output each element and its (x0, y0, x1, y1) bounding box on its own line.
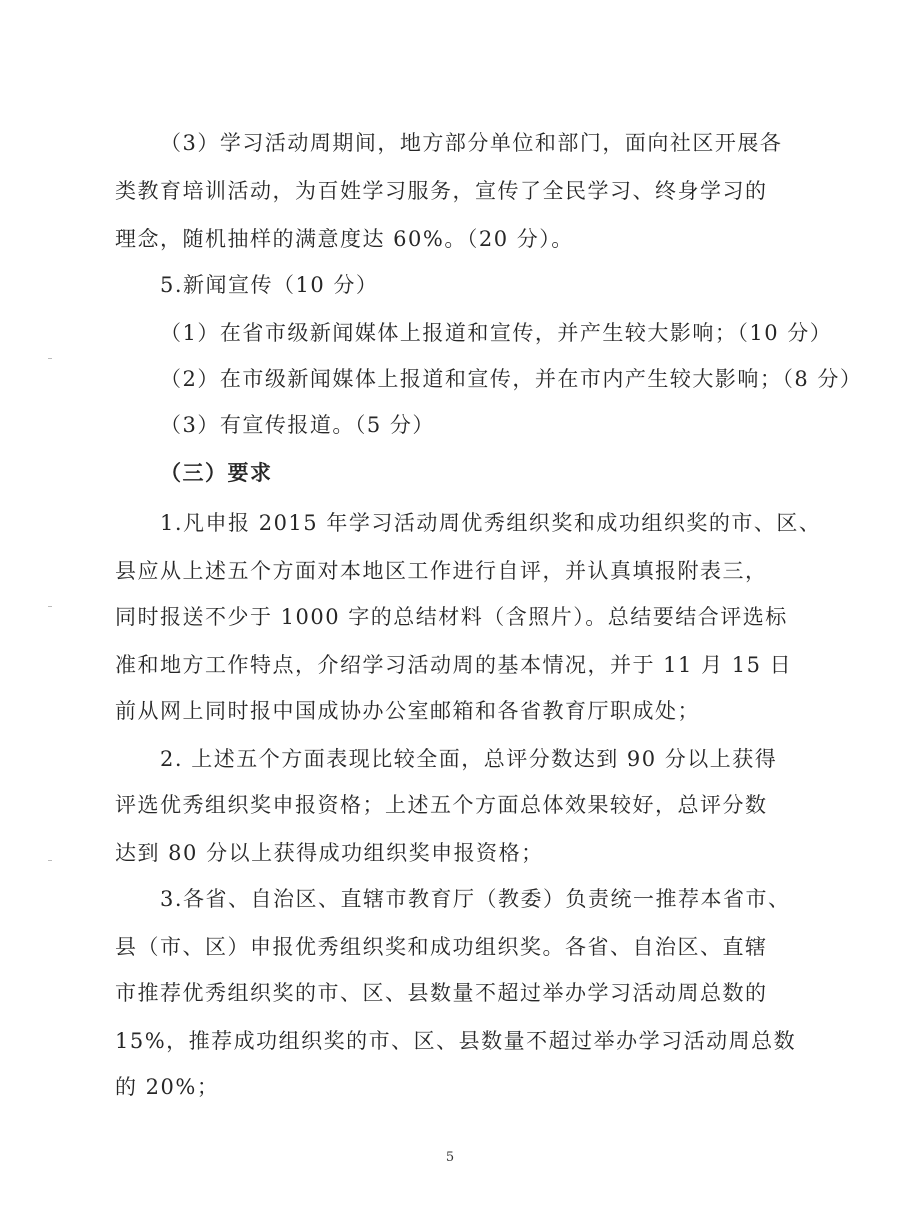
paragraph-line: 3.各省、自治区、直辖市教育厅（教委）负责统一推荐本省市、 (160, 887, 791, 911)
paragraph-line: 1.凡申报 2015 年学习活动周优秀组织奖和成功组织奖的市、区、 (160, 511, 822, 535)
subsection-heading: （三）要求 (160, 460, 273, 485)
list-item: （1）在省市级新闻媒体上报道和宣传，并产生较大影响；（10 分） (160, 321, 833, 345)
paragraph-line: 市推荐优秀组织奖的市、区、县数量不超过举办学习活动周总数的 (115, 981, 768, 1005)
paragraph-line: （3）学习活动周期间，地方部分单位和部门，面向社区开展各 (160, 131, 783, 155)
paragraph-line: 县应从上述五个方面对本地区工作进行自评，并认真填报附表三， (115, 559, 768, 583)
scan-mark (48, 358, 52, 359)
list-item: （3）有宣传报道。（5 分） (160, 413, 435, 437)
paragraph-line: 准和地方工作特点，介绍学习活动周的基本情况，并于 11 月 15 日 (115, 653, 793, 677)
paragraph-line: 县（市、区）申报优秀组织奖和成功组织奖。各省、自治区、直辖 (115, 935, 768, 959)
section-heading: 5.新闻宣传（10 分） (160, 273, 379, 297)
scan-mark (48, 860, 52, 861)
list-item: （2）在市级新闻媒体上报道和宣传，并在市内产生较大影响；（8 分） (160, 367, 863, 391)
paragraph-line: 评选优秀组织奖申报资格；上述五个方面总体效果较好，总评分数 (115, 793, 768, 817)
paragraph-line: 类教育培训活动，为百姓学习服务，宣传了全民学习、终身学习的 (115, 179, 768, 203)
paragraph-line: 同时报送不少于 1000 字的总结材料（含照片）。总结要结合评选标 (115, 605, 788, 629)
paragraph-line: 前从网上同时报中国成协办公室邮箱和各省教育厅职成处； (115, 699, 700, 723)
page-number: 5 (445, 1150, 455, 1165)
paragraph-line: 达到 80 分以上获得成功组织奖申报资格； (115, 841, 544, 865)
scan-mark (48, 606, 52, 607)
paragraph-line: 理念，随机抽样的满意度达 60%。（20 分）。 (115, 227, 574, 251)
paragraph-line: 2. 上述五个方面表现比较全面，总评分数达到 90 分以上获得 (160, 747, 778, 771)
paragraph-line: 15%，推荐成功组织奖的市、区、县数量不超过举办学习活动周总数 (115, 1029, 797, 1053)
paragraph-line: 的 20%； (115, 1075, 220, 1099)
